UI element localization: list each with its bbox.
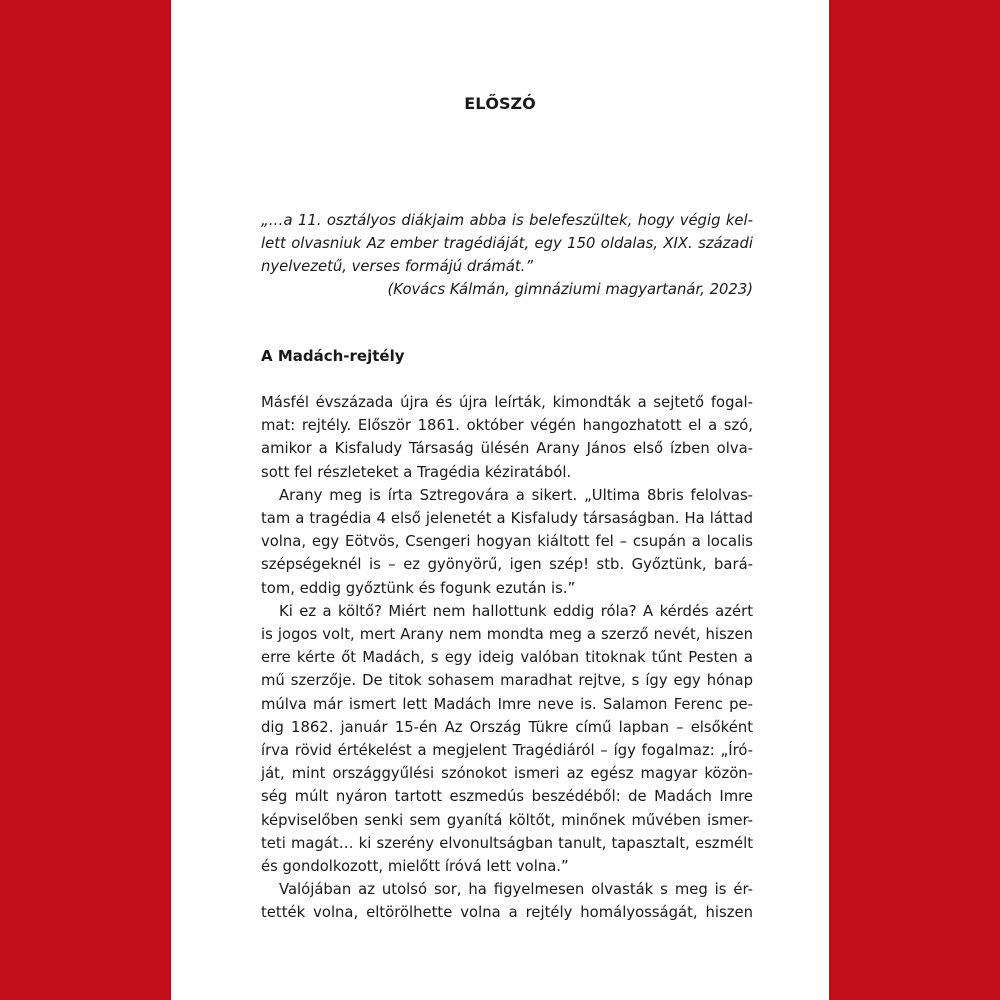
body-line: erre kérte őt Madách, s egy ideig valóban titoknak tűnt Pesten a bbox=[261, 649, 753, 667]
body-line: múlva már ismert lett Madách Imre neve is. Salamon Ferenc pe- bbox=[261, 695, 753, 713]
body-line: tették volna, eltörölhette volna a rejtély homályosságát, hiszen bbox=[261, 904, 753, 922]
epigraph-line: nyelvezetű, verses formájú drámát.” bbox=[261, 258, 534, 275]
body-line: tam a tragédia 4 első jelenetét a Kisfaludy társaságban. Ha láttad bbox=[261, 510, 753, 528]
body-line: dig 1862. január 15-én Az Ország Tükre című lapban – elsőként bbox=[261, 718, 753, 736]
body-line: Arany meg is írta Sztregovára a sikert. „Ultima 8bris felolvas- bbox=[279, 486, 753, 504]
body-line: ját, mint országgyűlési szónokot ismeri az egész magyar közön- bbox=[261, 765, 753, 783]
body-line: is jogos volt, mert Arany nem mondta meg a szerző nevét, hiszen bbox=[261, 626, 753, 644]
epigraph-source: (Kovács Kálmán, gimnáziumi magyartanár, 2023) bbox=[387, 281, 753, 298]
body-line: volna, egy Eötvös, Csengeri hogyan kiáltott fel – csupán a localis bbox=[261, 533, 753, 551]
section-heading: A Madách-rejtély bbox=[261, 347, 405, 365]
body-line: tom, eddig győztünk és fogunk ezután is.” bbox=[261, 579, 576, 597]
chapter-title: ELŐSZÓ bbox=[464, 94, 536, 113]
epigraph-line: „…a 11. osztályos diákjaim abba is belefeszültek, hogy végig kel- bbox=[261, 212, 753, 229]
body-line: sott fel részleteket a Tragédia kéziratából. bbox=[261, 463, 572, 481]
body-line: teti magát… ki szerény elvonultságban tanult, tapasztalt, eszmélt bbox=[261, 834, 753, 852]
book-page bbox=[171, 0, 829, 1000]
body-line: Valójában az utolsó sor, ha figyelmesen olvasták s meg is ér- bbox=[279, 881, 753, 899]
body-line: szépségeknél is – ez gyönyörű, igen szép! stb. Győztünk, bará- bbox=[261, 556, 753, 574]
body-line: írva rövid értékelést a megjelent Tragédiáról – így fogalmaz: „Író- bbox=[261, 742, 753, 760]
body-line: Ki ez a költő? Miért nem hallottunk eddig róla? A kérdés azért bbox=[279, 602, 753, 620]
body-line: Másfél évszázada újra és újra leírták, kimondták a sejtető fogal- bbox=[261, 394, 753, 411]
body-line: amikor a Kisfaludy Társaság ülésén Arany János első ízben olva- bbox=[261, 440, 753, 458]
body-line: mű szerzője. De titok sohasem maradhat rejtve, s így egy hónap bbox=[261, 672, 753, 690]
body-line: és gondolkozott, mielőtt íróvá lett volna.” bbox=[261, 858, 569, 876]
body-line: mat: rejtély. Először 1861. október végén hangozhatott el a szó, bbox=[261, 417, 753, 435]
epigraph bbox=[261, 209, 753, 301]
body-line: ség múlt nyáron tartott eszmedús beszédéből: de Madách Imre bbox=[261, 788, 753, 806]
body-text bbox=[261, 391, 753, 925]
epigraph-line: lett olvasniuk Az ember tragédiáját, egy 150 oldalas, XIX. századi bbox=[261, 235, 753, 252]
body-line: képviselőben senki sem gyanítá költőt, minőnek művében ismer- bbox=[261, 811, 753, 829]
